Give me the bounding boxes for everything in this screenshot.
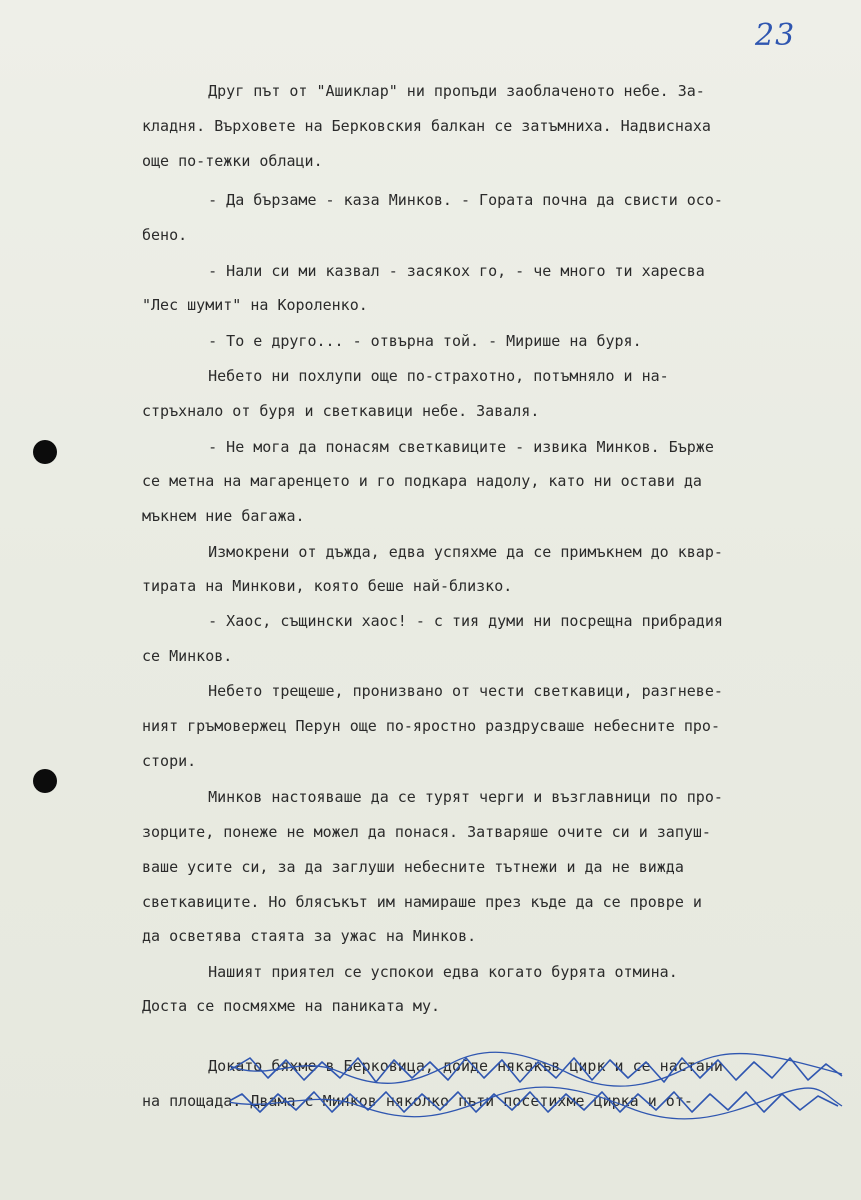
text-line: - То е друго... - отвърна той. - Мирише на буря.	[172, 332, 642, 350]
text-line: още по-тежки облаци.	[142, 152, 323, 170]
text-line: Небето трещеше, пронизвано от чести светкавици, разгневе-	[172, 682, 723, 700]
text-line: зорците, понеже не можел да понася. Затваряше очите си и запуш-	[142, 823, 711, 841]
punch-hole	[33, 440, 57, 464]
punch-hole	[33, 769, 57, 793]
text-line: - Не мога да понасям светкавиците - извика Минков. Бърже	[172, 438, 714, 456]
text-line: стръхнало от буря и светкавици небе. Заваля.	[142, 402, 540, 420]
text-line: Небето ни похлупи още по-страхотно, потъмняло и на-	[172, 367, 669, 385]
text-line: ваше усите си, за да заглуши небесните тътнежи и да не вижда	[142, 858, 684, 876]
text-line: да осветява стаята за ужас на Минков.	[142, 927, 477, 945]
text-line: - Нали си ми казвал - засякох го, - че много ти харесва	[172, 262, 705, 280]
text-line: тирата на Минкови, която беше най-близко.	[142, 577, 513, 595]
text-line: Измокрени от дъжда, едва успяхме да се примъкнем до квар-	[172, 543, 723, 561]
text-line: светкавиците. Но блясъкът им намираше през къде да се провре и	[142, 893, 702, 911]
text-line: бено.	[142, 226, 188, 244]
text-line: мъкнем ние багажа.	[142, 507, 305, 525]
text-line: кладня. Върховете на Берковския балкан се затъмниха. Надвиснаха	[142, 117, 711, 135]
text-line: - Да бързаме - каза Минков. - Гората почна да свисти осо-	[172, 191, 723, 209]
text-line: се Минков.	[142, 647, 233, 665]
pen-scribble-strikethrough	[230, 1048, 850, 1123]
handwritten-page-number: 23	[755, 18, 796, 53]
text-line: - Хаос, същински хаос! - с тия думи ни посрещна прибрадия	[172, 612, 723, 630]
text-line: се метна на магаренцето и го подкара надолу, като ни остави да	[142, 472, 702, 490]
struck-text-line: на площада. Двама с Минков няколко пъти посетихме цирка и от-	[142, 1092, 693, 1110]
text-line: стори.	[142, 752, 197, 770]
text-line: "Лес шумит" на Короленко.	[142, 296, 368, 314]
text-line: Доста се посмяхме на паниката му.	[142, 997, 441, 1015]
struck-text-line: Докато бяхме в Берковица, дойде някакъв цирк и се настани	[172, 1057, 723, 1075]
text-line: ният гръмовержец Перун още по-яростно раздрусваше небесните про-	[142, 717, 720, 735]
text-line: Нашият приятел се успокои едва когато бурята отмина.	[172, 963, 678, 981]
text-line: Минков настояваше да се турят черги и възглавници по про-	[172, 788, 723, 806]
text-line: Друг път от "Ашиклар" ни пропъди заоблаченото небе. За-	[172, 82, 705, 100]
